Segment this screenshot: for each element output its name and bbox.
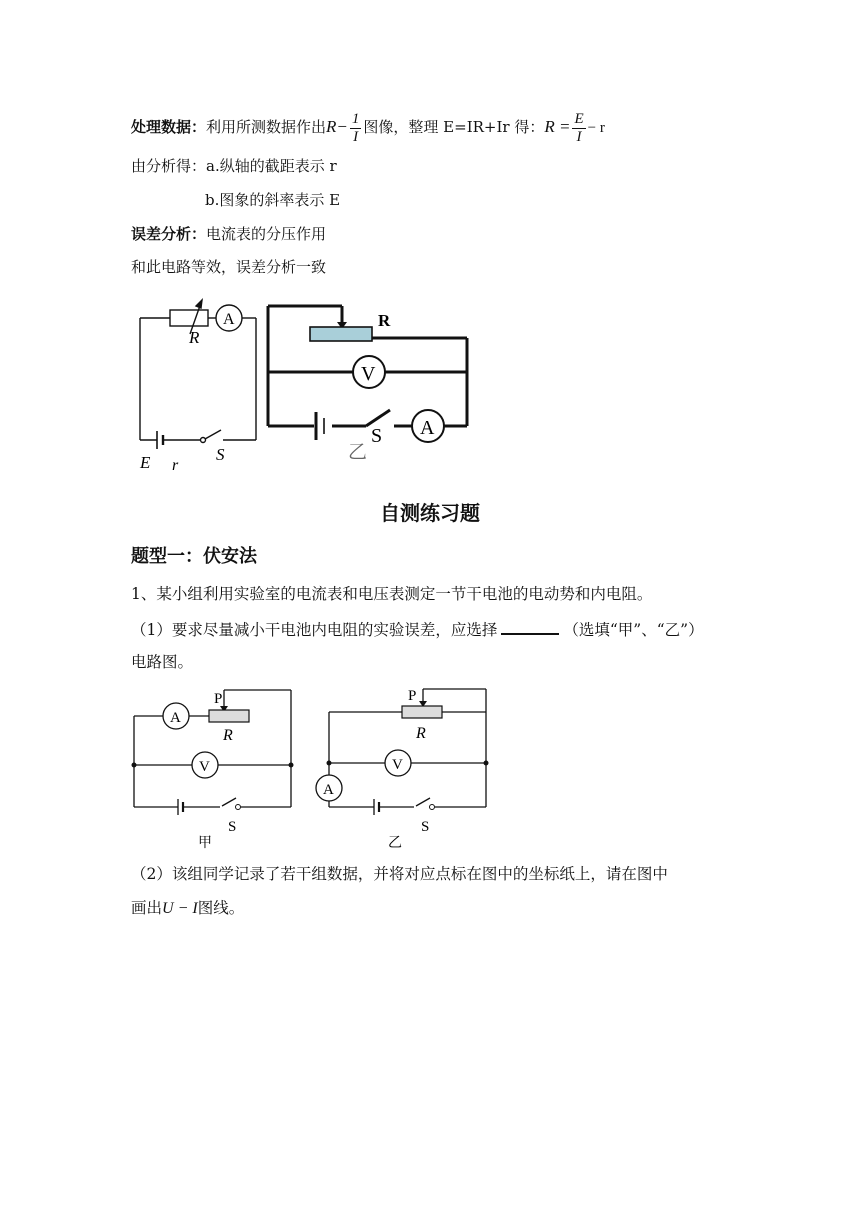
circuit-diagram-top-left	[130, 292, 265, 477]
slide-rheostat	[310, 327, 372, 341]
analysis-line-b: b.图象的斜率表示 E	[205, 191, 341, 209]
process-data-line	[131, 106, 605, 148]
label-r-resistor: R	[189, 328, 200, 347]
variable-resistor	[170, 310, 208, 326]
error-analysis-line	[131, 223, 326, 245]
label-emf-e: E	[140, 453, 151, 472]
frac2-num: E	[574, 110, 584, 127]
analysis-line-a	[131, 155, 337, 177]
equation-lhs: R =	[544, 117, 571, 136]
rheostat-jia	[209, 710, 249, 722]
q1-part1-a: （1）要求尽量减小干电池内电阻的实验误差，应选择	[131, 621, 498, 639]
answer-blank[interactable]	[501, 617, 559, 635]
label-switch-s: S	[216, 445, 225, 464]
label-internal-r: r	[172, 457, 179, 474]
label-ammeter-yi: A	[323, 782, 334, 798]
label-ammeter-jia: A	[170, 710, 181, 726]
q1-part2-pre: 画出	[131, 899, 163, 917]
q1-part2-var: U − I	[162, 900, 198, 917]
q1-part2-post: 图线。	[197, 899, 245, 917]
label-voltmeter-jia: V	[199, 759, 210, 775]
error-label: 误差分析：	[131, 225, 207, 243]
q1-part1-c: 电路图。	[131, 653, 194, 671]
label-ammeter-a: A	[223, 311, 235, 328]
label-voltmeter-yi: V	[392, 757, 403, 773]
caption-jia: 甲	[198, 836, 212, 850]
label-switch-s-top-right: S	[371, 425, 383, 447]
frac1-num: 1	[351, 110, 360, 127]
minus-sign: −	[336, 117, 348, 136]
caption-yi: 乙	[388, 836, 402, 850]
error-text: 电流表的分压作用	[206, 225, 327, 243]
label-ammeter-a-top-right: A	[420, 417, 435, 439]
label-p-yi: P	[408, 688, 417, 704]
question-type-heading: 题型一：伏安法	[131, 546, 257, 567]
label-p-jia: P	[214, 691, 223, 707]
equivalent-line: 和此电路等效，误差分析一致	[131, 258, 327, 276]
rheostat-yi	[402, 706, 442, 718]
label-switch-jia: S	[228, 819, 237, 835]
label-voltmeter-v: V	[361, 363, 376, 385]
process-text-2: 图像，整理 E=IR+Ir 得：	[363, 118, 545, 136]
q1-part2-a: （2）该组同学记录了若干组数据，并将对应点标在图中的坐标纸上，请在图中	[131, 865, 668, 883]
analysis-label: 由分析得：	[131, 157, 207, 175]
frac1-den: I	[353, 128, 359, 145]
q1-part1-line	[131, 617, 704, 641]
label-r-yi: R	[416, 725, 426, 742]
analysis-a: a.纵轴的截距表示 r	[206, 157, 337, 175]
graph-var-r: R	[326, 117, 337, 136]
circuit-diagram-yi	[310, 685, 490, 850]
fraction-1-over-i	[350, 111, 362, 146]
process-text-1: 利用所测数据作出	[206, 118, 327, 136]
label-r-rheostat: R	[378, 311, 391, 330]
fraction-e-over-i	[572, 111, 585, 146]
caption-yi-top: 乙	[348, 442, 368, 463]
q1-stem: 1、某小组利用实验室的电流表和电压表测定一节干电池的电动势和内电阻。	[131, 585, 653, 603]
section-title: 自测练习题	[380, 501, 480, 525]
label-switch-yi: S	[421, 819, 430, 835]
q1-part1-b: （选填“甲”、“乙”）	[563, 621, 704, 639]
process-label: 处理数据：	[131, 118, 207, 136]
q1-part2-line	[131, 897, 244, 920]
equation-tail: − r	[587, 120, 605, 136]
circuit-diagram-jia	[128, 685, 303, 850]
label-r-jia: R	[223, 727, 233, 744]
frac2-den: I	[576, 128, 582, 145]
circuit-diagram-top-right	[262, 298, 477, 466]
